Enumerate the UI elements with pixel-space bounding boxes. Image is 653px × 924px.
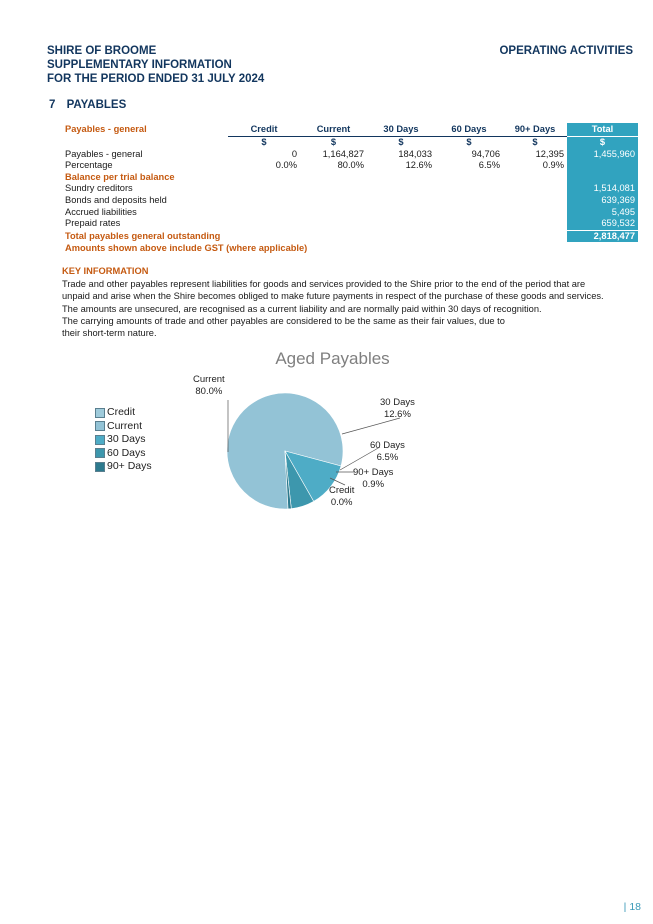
- section-title: [49, 99, 126, 111]
- legend-label: Current: [107, 419, 143, 432]
- legend-item: [95, 460, 152, 474]
- row-label: Percentage: [65, 160, 113, 171]
- cell-90-days: 12,395: [535, 148, 564, 159]
- col-header-current: Current: [300, 123, 367, 137]
- key-information-title: KEY INFORMATION: [62, 266, 149, 276]
- key-information-text: [62, 278, 632, 339]
- legend-item: [95, 447, 152, 461]
- col-header-60-days: 60 Days: [435, 123, 503, 137]
- unit-cell: $: [532, 137, 538, 147]
- col-header-total: Total: [567, 123, 638, 137]
- cell-60-days: 6.5%: [478, 160, 500, 171]
- cell-credit: 0: [291, 148, 297, 159]
- cell-total: 659,532: [567, 218, 638, 230]
- cell-current: 80.0%: [337, 160, 364, 171]
- col-header-credit: Credit: [228, 123, 300, 137]
- key-info-line: Trade and other payables represent liabilities for goods and services provided to the Shire prior to the end of the period that are: [62, 279, 586, 289]
- row-label: Accrued liabilities: [65, 206, 137, 217]
- data-label-name: 60 Days: [370, 440, 405, 451]
- legend-label: 30 Days: [107, 433, 146, 445]
- legend-label: Credit: [107, 406, 136, 418]
- data-label-value: 6.5%: [376, 451, 399, 463]
- data-label-90-days: [353, 467, 393, 490]
- legend-item: [95, 406, 152, 420]
- chart-legend: [95, 406, 152, 474]
- unit-cell: $: [261, 137, 267, 147]
- legend-item: [95, 433, 152, 447]
- cell-total: [567, 160, 638, 172]
- cell-total: 1,455,960: [567, 149, 638, 161]
- data-label-60-days: [370, 440, 405, 463]
- table-row: [62, 183, 638, 195]
- unit-cell: $: [567, 137, 638, 149]
- col-header-90-days: 90+ Days: [503, 123, 567, 137]
- cell-90-days: 0.9%: [542, 160, 564, 171]
- cell-total: 5,495: [567, 207, 638, 219]
- data-label-name: Credit: [329, 485, 355, 496]
- data-label-value: 12.6%: [383, 408, 411, 420]
- legend-item: [95, 420, 152, 434]
- legend-label: 90+ Days: [107, 460, 152, 472]
- table-row: [62, 243, 638, 255]
- data-label-name: 90+ Days: [353, 467, 394, 478]
- row-label: Sundry creditors: [65, 183, 133, 194]
- table-header-row: [62, 123, 638, 137]
- report-header: [47, 44, 264, 86]
- data-label-value: 80.0%: [195, 385, 223, 397]
- data-label-current: [193, 374, 225, 397]
- cell-current: 1,164,827: [322, 148, 364, 159]
- cell-total: 1,514,081: [567, 183, 638, 195]
- table-row: [62, 172, 638, 184]
- leader-30-days: [342, 418, 400, 434]
- data-label-30-days: [380, 397, 415, 420]
- page-number: | 18: [623, 901, 641, 913]
- total-outstanding-label: Total payables general outstanding: [65, 231, 221, 241]
- col-header-30-days: 30 Days: [367, 123, 435, 137]
- section-category: OPERATING ACTIVITIES: [499, 45, 633, 57]
- key-info-line: The amounts are unsecured, are recognised as a current liability and are normally paid within 30 days of recognition.: [62, 303, 542, 314]
- legend-swatch: [95, 448, 105, 458]
- data-label-name: 30 Days: [380, 397, 415, 408]
- row-label: Payables - general: [65, 148, 143, 159]
- row-label: Prepaid rates: [65, 218, 121, 229]
- unit-cell: $: [466, 137, 472, 147]
- section-name: PAYABLES: [66, 99, 127, 111]
- cell-30-days: 12.6%: [405, 160, 432, 171]
- legend-swatch: [95, 435, 105, 445]
- section-number: 7: [49, 99, 56, 111]
- legend-swatch: [95, 462, 105, 472]
- cell-30-days: 184,033: [398, 148, 432, 159]
- data-label-value: 0.9%: [362, 478, 385, 490]
- unit-cell: $: [398, 137, 404, 147]
- table-row: [62, 160, 638, 172]
- data-label-credit: [329, 485, 354, 508]
- table-row: [62, 230, 638, 243]
- key-info-line: unpaid and arise when the Shire becomes obliged to make future payments in respect of the purchase of these goods and services.: [62, 291, 604, 302]
- units-row: [62, 137, 638, 149]
- header-line-1: SHIRE OF BROOME: [47, 45, 157, 57]
- unit-cell: $: [330, 137, 337, 147]
- table-row: [62, 149, 638, 161]
- header-line-3: FOR THE PERIOD ENDED 31 JULY 2024: [47, 73, 265, 85]
- balance-heading: Balance per trial balance: [65, 171, 175, 182]
- payables-table: [62, 123, 638, 255]
- gst-note: Amounts shown above include GST (where applicable): [65, 243, 308, 254]
- legend-swatch: [95, 421, 105, 431]
- cell-credit: 0.0%: [275, 160, 297, 171]
- table-label-header: Payables - general: [65, 123, 147, 134]
- table-row: [62, 207, 638, 219]
- key-info-line: their short-term nature.: [62, 328, 157, 339]
- data-label-name: Current: [193, 374, 225, 385]
- header-line-2: SUPPLEMENTARY INFORMATION: [47, 59, 232, 71]
- data-label-value: 0.0%: [330, 496, 353, 508]
- total-outstanding-value: 2,818,477: [567, 230, 638, 243]
- cell-60-days: 94,706: [471, 148, 500, 159]
- legend-label: 60 Days: [107, 446, 146, 459]
- cell-total: 639,369: [567, 195, 638, 207]
- chart-title: Aged Payables: [275, 349, 390, 368]
- legend-swatch: [95, 408, 105, 418]
- table-row: [62, 218, 638, 230]
- row-label: Bonds and deposits held: [65, 194, 167, 205]
- key-info-line: The carrying amounts of trade and other payables are considered to be the same as their fair values, due to: [62, 315, 505, 326]
- table-row: [62, 195, 638, 207]
